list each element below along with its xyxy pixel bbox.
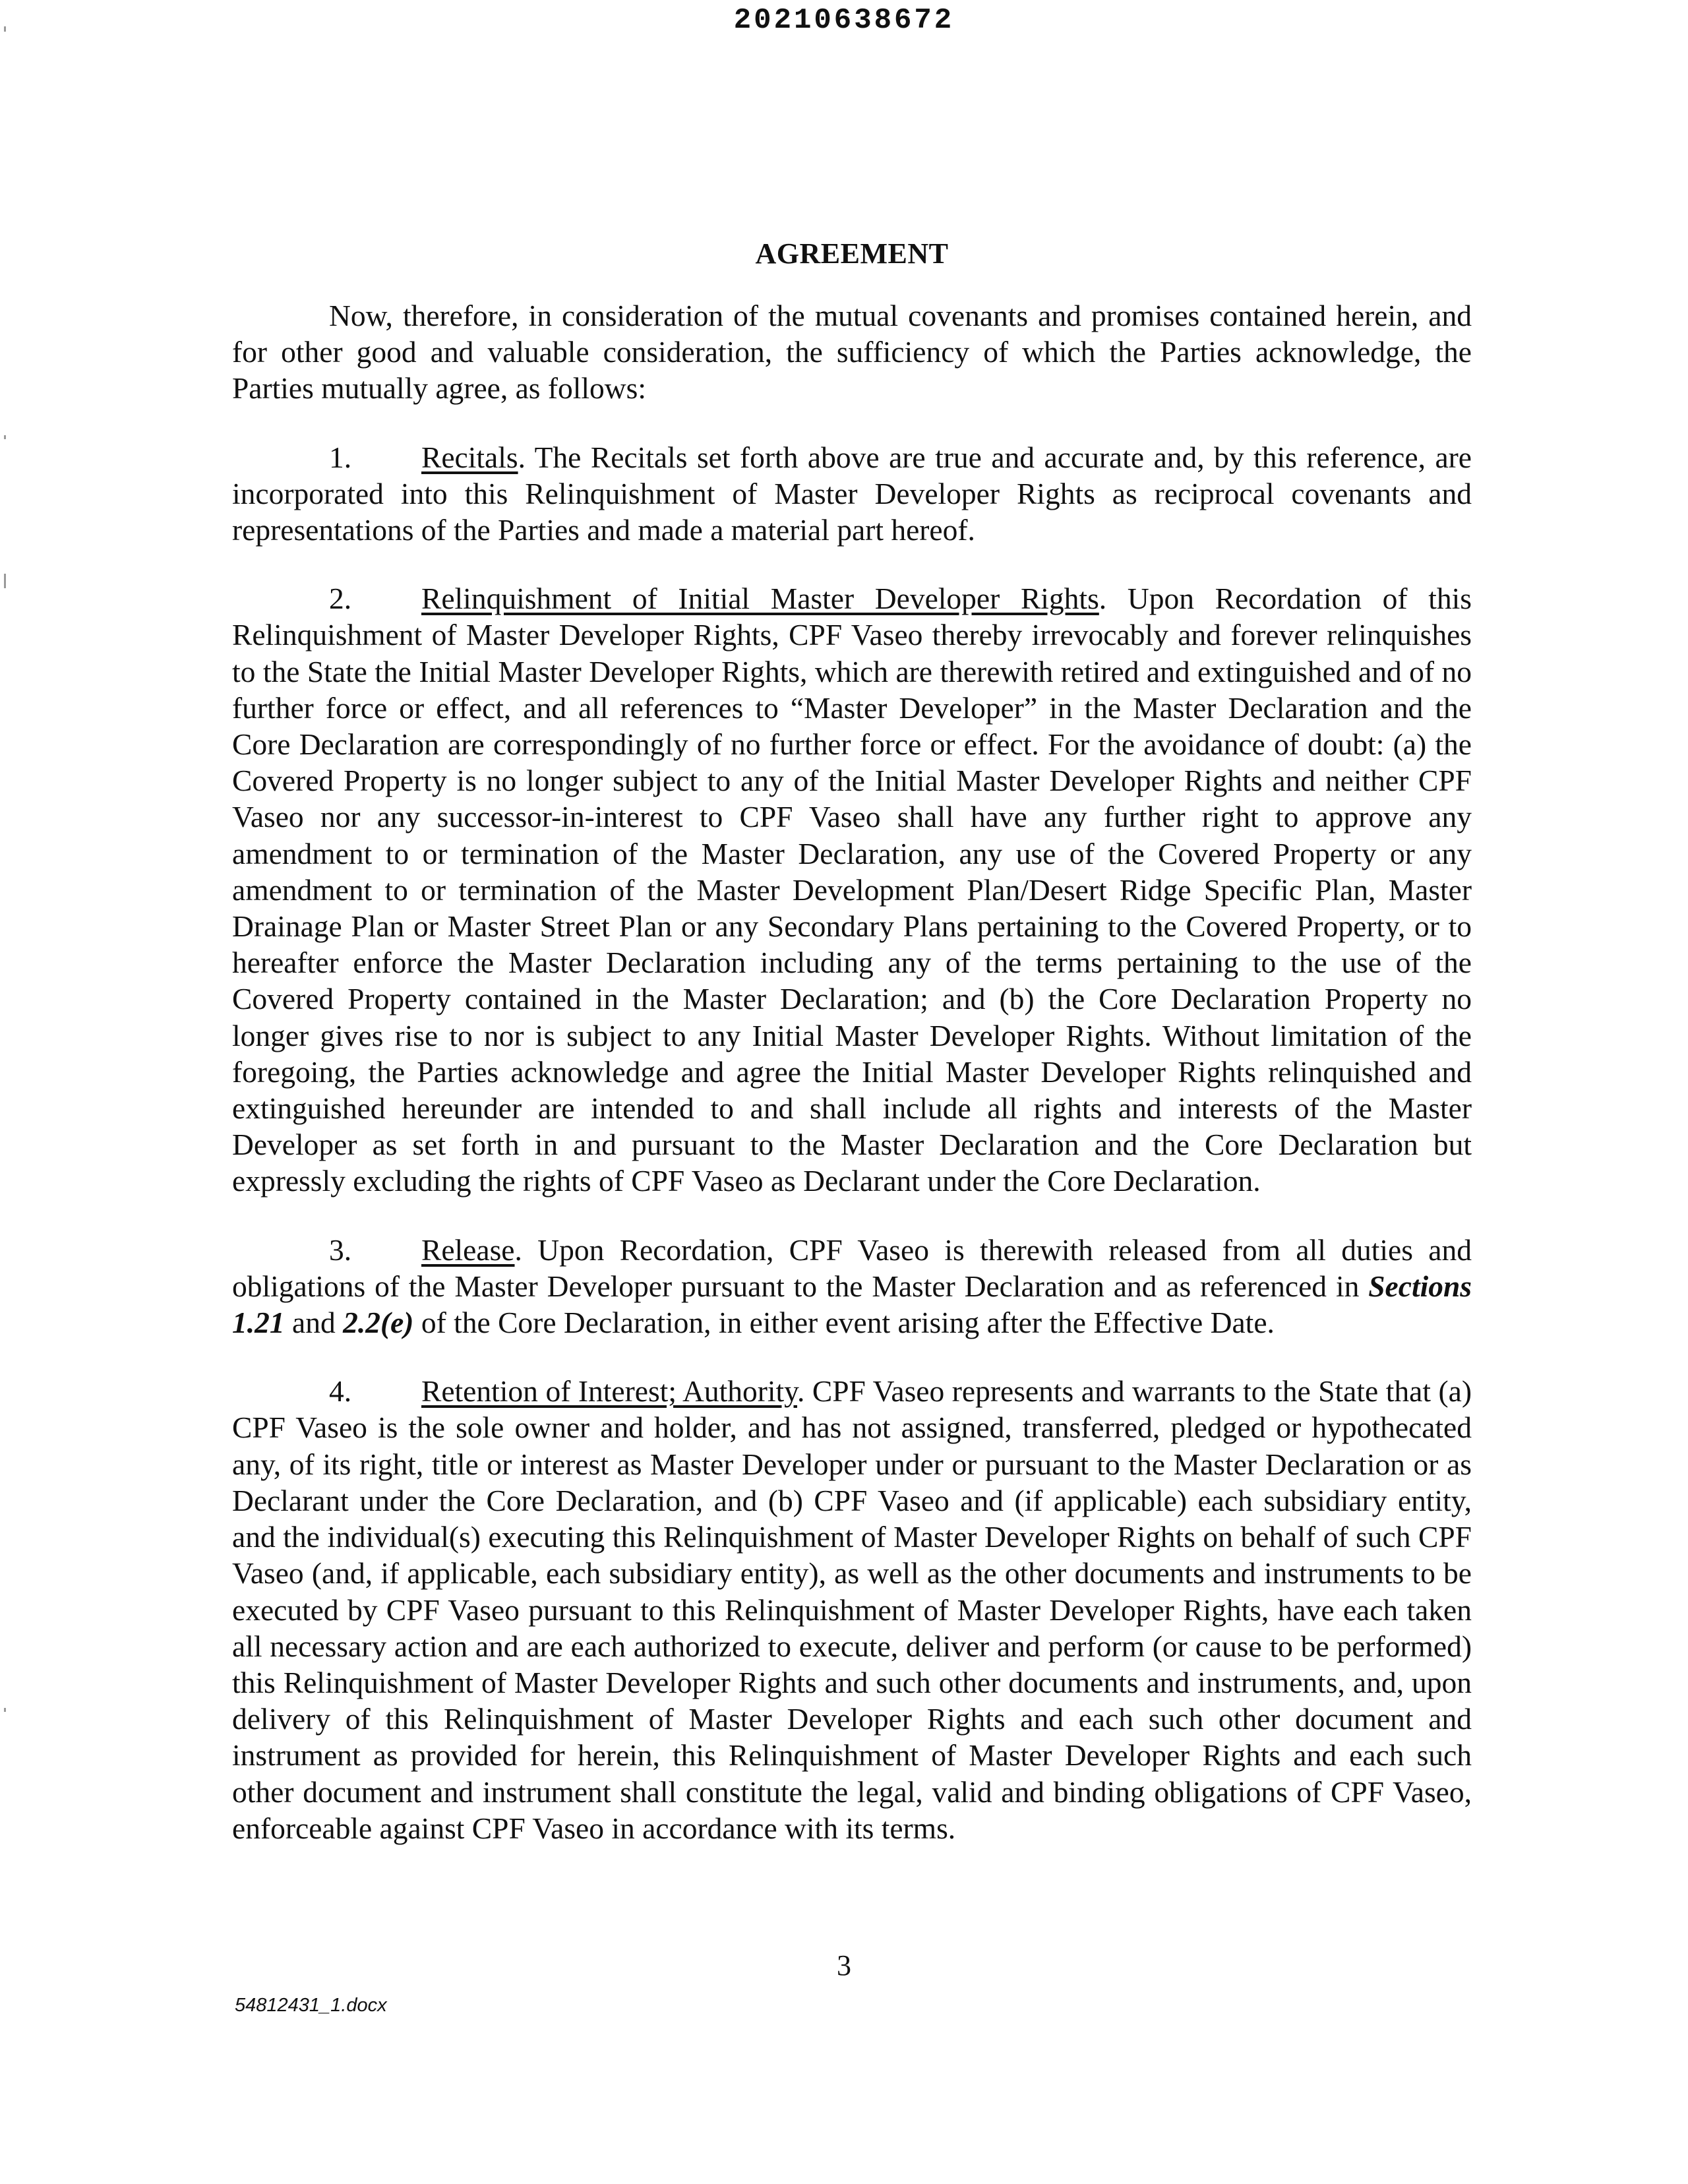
section-2 (232, 580, 1472, 1199)
intro-paragraph: Now, therefore, in consideration of the mutual covenants and promises contained herein, and for other good and valuable consideration, the sufficiency of which the Parties acknowledge, the Parties mutually agree, as follows: (232, 299, 1472, 406)
section-title-suffix: . (518, 440, 526, 474)
section-body: and (284, 1306, 344, 1340)
page-number: 3 (837, 1949, 851, 1982)
section-title-suffix: . (1099, 582, 1107, 616)
section-number: 2. (329, 582, 352, 616)
section-body: of the Core Declaration, in either event arising after the Effective Date. (413, 1306, 1275, 1340)
section-number: 1. (329, 440, 352, 474)
section-number: 3. (329, 1232, 352, 1267)
section-body: Upon Recordation, CPF Vaseo is therewith released from all duties and obligations of the Master Developer pursuant to the Master Declaration and as referenced in (232, 1232, 1472, 1303)
section-title: Recitals (421, 440, 518, 474)
section-number: 4. (329, 1374, 352, 1409)
document-page (232, 234, 1472, 1879)
section-body: Upon Recordation of this Relinquishment of Master Developer Rights, CPF Vaseo thereby irrevocably and forever relinquishes to the State the Initial Master Developer Rights, which are therewith retired and extinguished and of no further force or effect, and all references to “Master Developer” in the Master Declaration and the Core Declaration are correspondingly of no further force or effect. For the avoidance of doubt: (a) the Covered Property is no longer subject to any of the Initial Master Developer Rights and neither CPF Vaseo nor any successor-in-interest to CPF Vaseo shall have any further right to approve any amendment to or termination of the Master Declaration, any use of the Covered Property or any amendment to or termination of the Master Development Plan/Desert Ridge Specific Plan, Master Drainage Plan or Master Street Plan or any Secondary Plans pertaining to the Covered Property, or to hereafter enforce the Master Declaration including any of the terms pertaining to the use of the Covered Property contained in the Master Declaration; and (b) the Core Declaration Property no longer gives rise to nor is subject to any Initial Master Developer Rights. Without limitation of the foregoing, the Parties acknowledge and agree the Initial Master Developer Rights relinquished and extinguished hereunder are intended to and shall include all rights and interests of the Master Developer as set forth in and pursuant to the Master Declaration and the Core Declaration but expressly excluding the rights of CPF Vaseo as Declarant under the Core Declaration. (232, 582, 1472, 1198)
document-id: 54812431_1.docx (235, 1995, 387, 2016)
section-title-suffix: . (514, 1232, 522, 1267)
section-title: Retention of Interest; Authority (421, 1374, 797, 1409)
section-body: The Recitals set forth above are true and accurate and, by this reference, are incorporated into this Relinquishment of Master Developer Rights as reciprocal covenants and representations of the Parties and made a material part hereof. (232, 440, 1472, 547)
recording-number: 20210638672 (733, 4, 955, 37)
section-title: Release (421, 1232, 515, 1267)
section-body: CPF Vaseo represents and warrants to the State that (a) CPF Vaseo is the sole owner and holder, and has not assigned, transferred, pledged or hypothecated any, of its right, title or interest as Master Developer under or pursuant to the Master Declaration or as Declarant under the Core Declaration, and (b) CPF Vaseo and (if applicable) each subsidiary entity, and the individual(s) executing this Relinquishment of Master Developer Rights on behalf of such CPF Vaseo (and, if applicable, each subsidiary entity), as well as the other documents and instruments to be executed by CPF Vaseo pursuant to this Relinquishment of Master Developer Rights, have each taken all necessary action and are each authorized to execute, deliver and perform (or cause to be performed) this Relinquishment of Master Developer Rights and such other documents and instruments, and, upon delivery of this Relinquishment of Master Developer Rights and each such other document and instrument as provided for herein, this Relinquishment of Master Developer Rights and each such other document and instrument shall constitute the legal, valid and binding obligations of CPF Vaseo, enforceable against CPF Vaseo in accordance with its terms. (232, 1374, 1472, 1845)
scan-edge-mark (4, 26, 6, 32)
section-3 (232, 1232, 1472, 1341)
section-reference: 2.2(e) (343, 1306, 414, 1340)
scan-edge-mark (4, 435, 6, 439)
section-1 (232, 439, 1472, 549)
section-4 (232, 1373, 1472, 1846)
scan-edge-mark (4, 574, 6, 588)
section-reference: Sections 1.21 (232, 1269, 1472, 1340)
scan-edge-mark (4, 1708, 6, 1712)
agreement-heading: AGREEMENT (755, 237, 949, 270)
section-title-suffix: . (797, 1374, 805, 1409)
section-title: Relinquishment of Initial Master Developer Rights (421, 582, 1099, 616)
